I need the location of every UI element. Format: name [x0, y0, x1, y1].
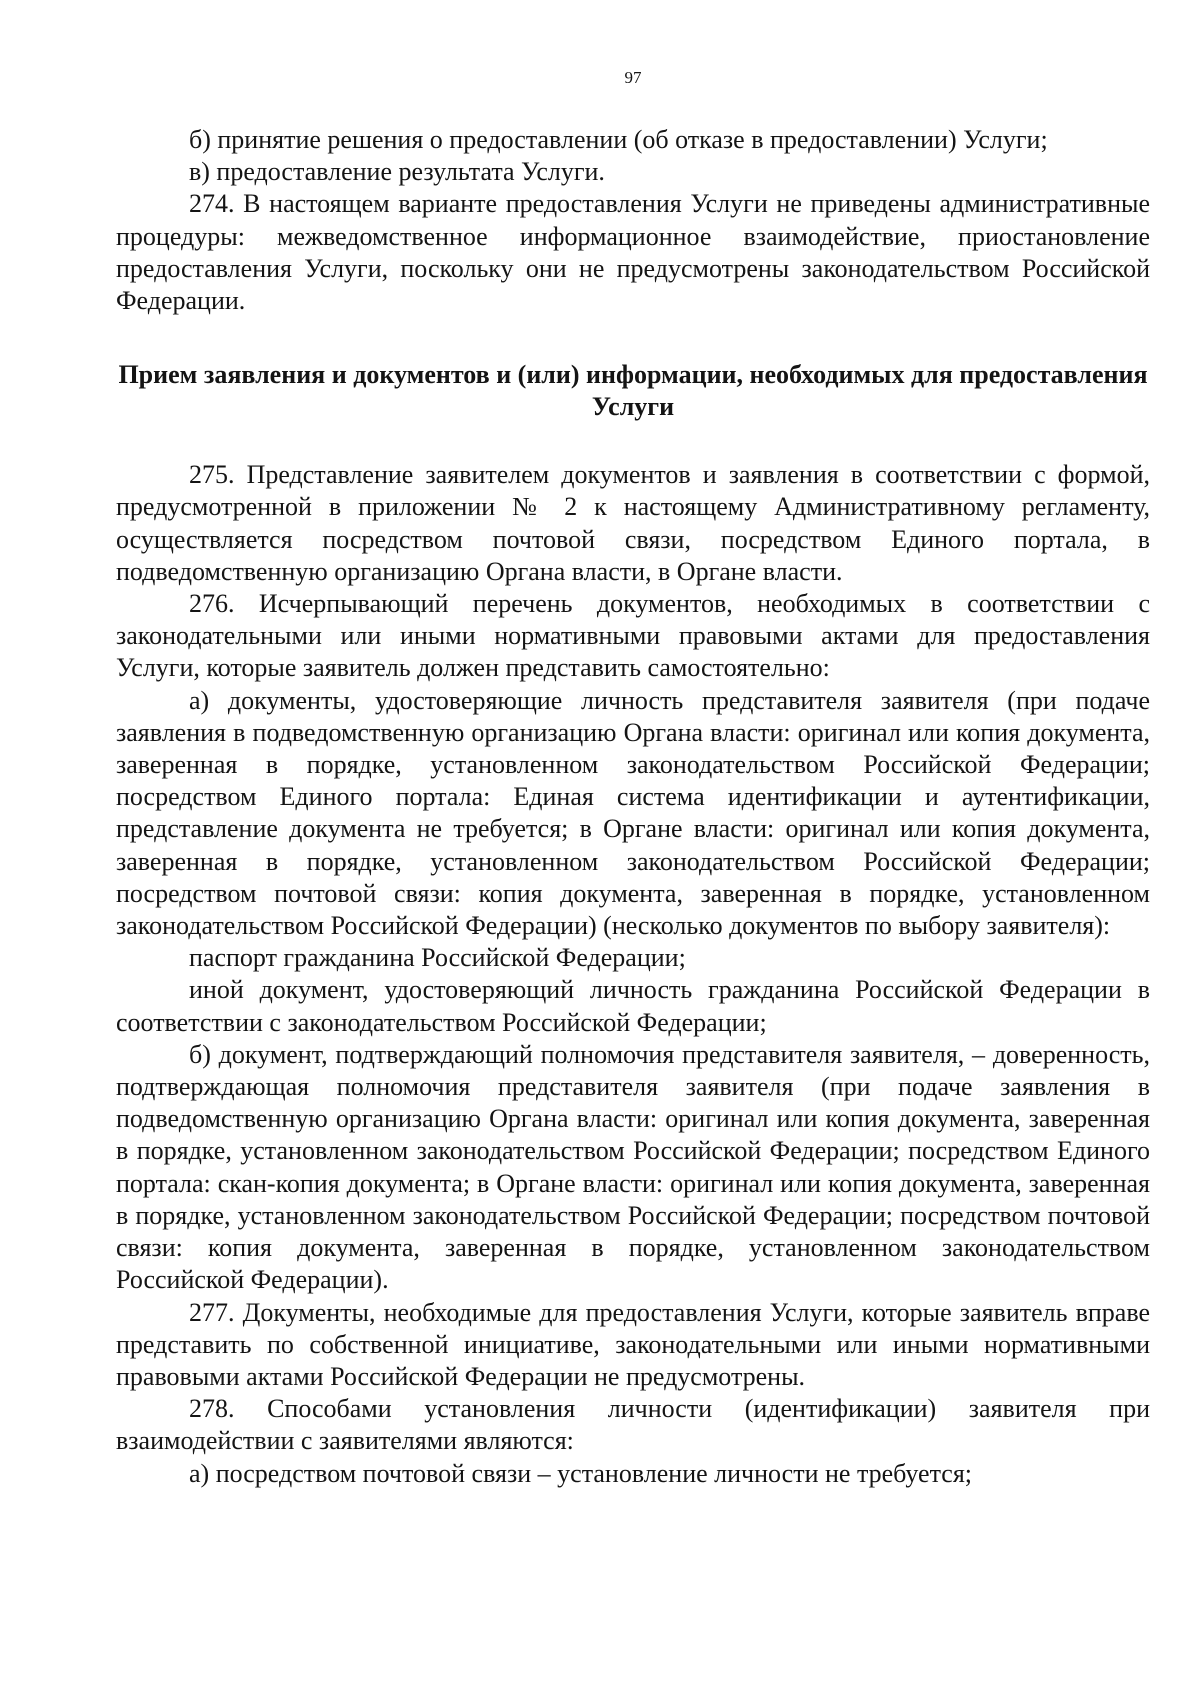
section-heading: Прием заявления и документов и (или) информации, необходимых для предоставления Услуги	[118, 360, 1148, 422]
paragraph-278: 278. Способами установления личности (идентификации) заявителя при взаимодействии с заявителями являются:	[116, 1394, 1150, 1456]
paragraph-b-decision: б) принятие решения о предоставлении (об отказе в предоставлении) Услуги;	[189, 125, 1048, 154]
paragraph-276-a: а) документы, удостоверяющие личность представителя заявителя (при подаче заявления в подведомственную организацию Органа власти: оригинал или копия документа, заверенная в порядке, установленном законодательством Российской Федерации; посредством Единого портала: Единая система идентификации и аутентификации, представление документа не требуется; в Органе власти: оригинал или копия документа, заверенная в порядке, установленном законодательством Российской Федерации; посредством почтовой связи: копия документа, заверенная в порядке, установленном законодательством Российской Федерации) (несколько документов по выбору заявителя):	[116, 685, 1150, 941]
paragraph-277: 277. Документы, необходимые для предоставления Услуги, которые заявитель вправе представить по собственной инициативе, законодательными или иными нормативными правовыми актами Российской Федерации не предусмотрены.	[116, 1297, 1150, 1391]
paragraph-276-b: б) документ, подтверждающий полномочия представителя заявителя, – доверенность, подтверждающая полномочия представителя заявителя (при подаче заявления в подведомственную организацию Органа власти: оригинал или копия документа, заверенная в порядке, установленном законодательством Российской Федерации; посредством Единого портала: скан-копия документа; в Органе власти: оригинал или копия документа, заверенная в порядке, установленном законодательством Российской Федерации; посредством почтовой связи: копия документа, заверенная в порядке, установленном законодательством Российской Федерации).	[116, 1039, 1150, 1295]
page-number: 97	[624, 68, 642, 87]
paragraph-278-a: а) посредством почтовой связи – установление личности не требуется;	[189, 1458, 972, 1488]
paragraph-276: 276. Исчерпывающий перечень документов, необходимых в соответствии с законодательными или иными нормативными правовыми актами для предоставления Услуги, которые заявитель должен представить самостоятельно:	[116, 589, 1150, 683]
paragraph-v-result: в) предоставление результата Услуги.	[189, 157, 605, 187]
paragraph-other-document: иной документ, удостоверяющий личность гражданина Российской Федерации в соответствии с законодательством Российской Федерации;	[116, 975, 1150, 1037]
document-page	[116, 68, 1150, 1490]
paragraph-274: 274. В настоящем варианте предоставления Услуги не приведены административные процедуры: межведомственное информационное взаимодействие, приостановление предоставления Услуги, поскольку они не предусмотрены законодательством Российской Федерации.	[116, 189, 1150, 316]
paragraph-275: 275. Представление заявителем документов и заявления в соответствии с формой, предусмотренной в приложении № 2 к настоящему Административному регламенту, осуществляется посредством почтовой связи, посредством Единого портала, в подведомственную организацию Органа власти, в Органе власти.	[116, 460, 1150, 586]
paragraph-passport: паспорт гражданина Российской Федерации;	[189, 943, 686, 973]
